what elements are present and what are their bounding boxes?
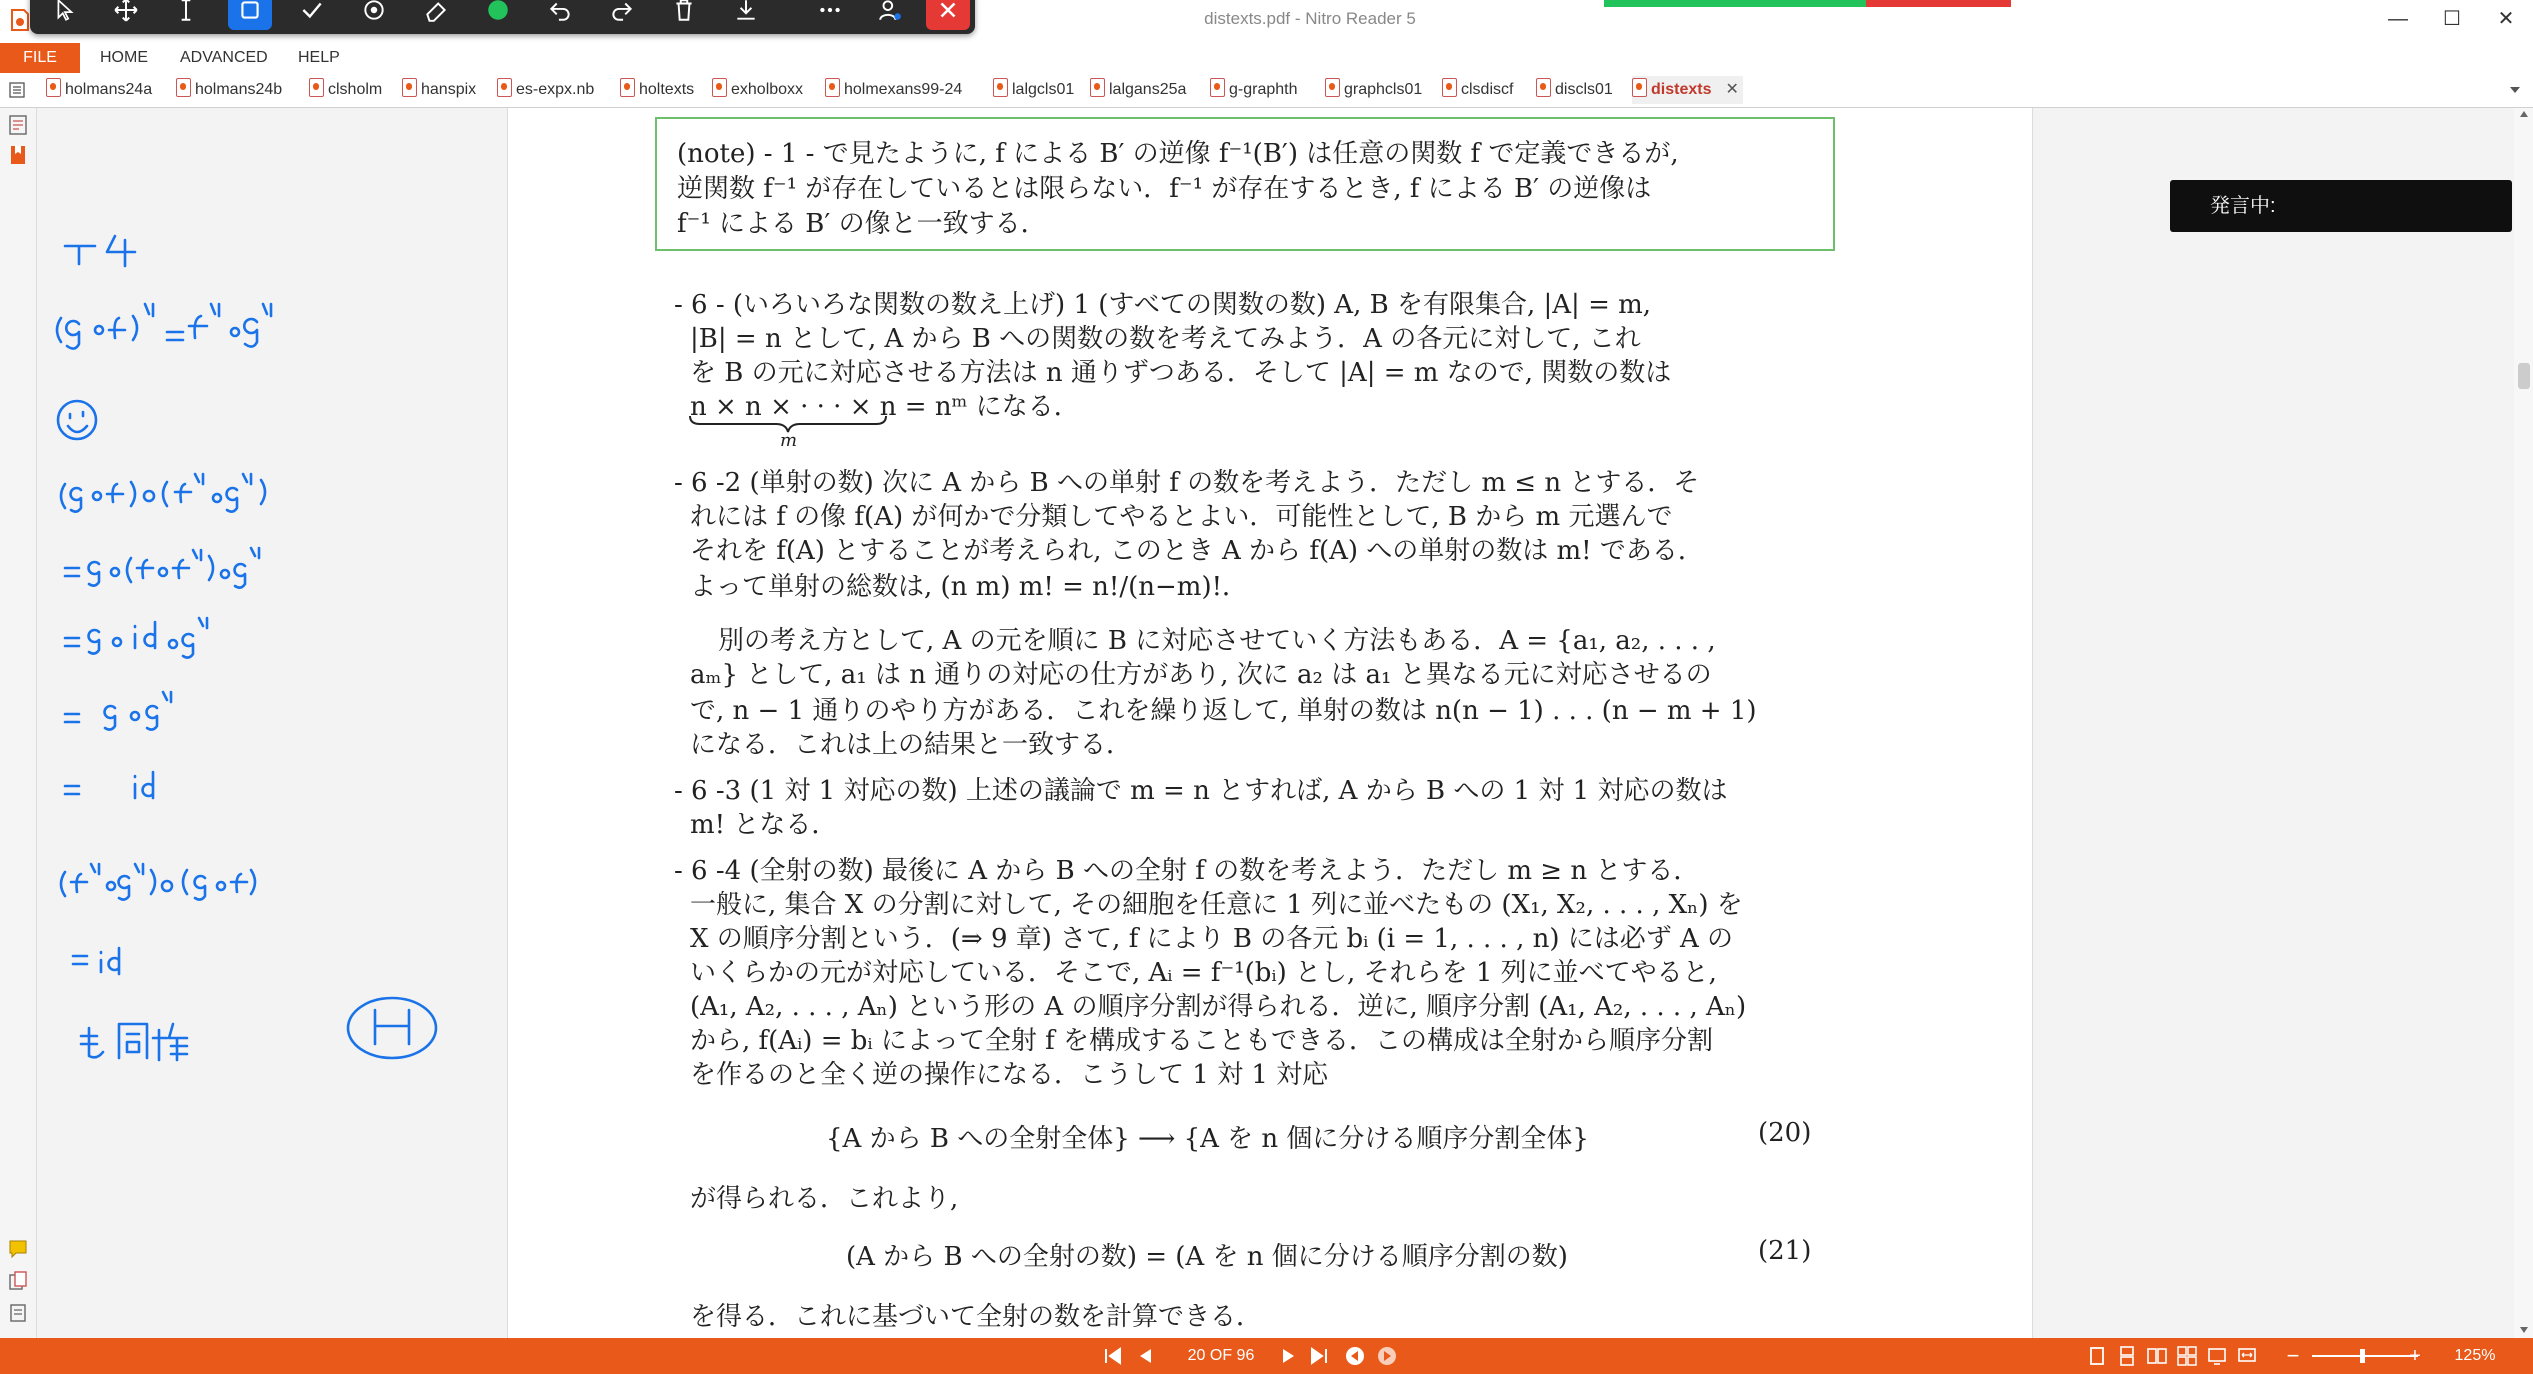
undo-icon[interactable] [538, 0, 582, 30]
paragraph-6-line: を B の元に対応させる方法は n 通りずつある．そして |A| = m なので, 関数の数は [690, 358, 1672, 388]
note-line: 逆関数 f⁻¹ が存在しているとは限らない．f⁻¹ が存在するとき, f による B′ の逆像は [677, 174, 1652, 204]
rectangle-select-icon[interactable] [228, 0, 272, 30]
status-bar [0, 1338, 2533, 1374]
single-page-view-icon[interactable] [2084, 1338, 2110, 1374]
paragraph-6-3-line: m! となる． [690, 810, 838, 840]
scroll-down-icon[interactable] [2518, 1324, 2530, 1336]
annotation-toolbar [30, 0, 975, 34]
maximize-button[interactable]: ☐ [2443, 8, 2461, 30]
pdf-file-icon [993, 78, 1008, 97]
paragraph-6-line: - 6 - (いろいろな関数の数え上げ) 1 (すべての関数の数) A, B を有限集合, |A| = m, [674, 290, 1652, 320]
zoom-level[interactable]: 125% [2454, 1347, 2496, 1364]
paragraph-6-2-line: それを f(A) とすることが考えられ, このとき A から f(A) への単射の数は m! である． [690, 536, 1704, 566]
facing-continuous-view-icon[interactable] [2174, 1338, 2200, 1374]
paragraph-6-2-line: れには f の像 f(A) が何かで分類してやるとよい．可能性として, B から m 元選んで [690, 502, 1673, 532]
window-title: distexts.pdf - Nitro Reader 5 [1204, 9, 1416, 28]
paragraph-6-4-line: - 6 -4 (全射の数) 最後に A から B への全射 f の数を考えよう．ただし m ≥ n とする． [674, 856, 1700, 886]
tab-g-graphth[interactable] [1210, 76, 1298, 104]
tab-label: holmans24a [65, 81, 153, 98]
paragraph-6-2-line: - 6 -2 (単射の数) 次に A から B への単射 f の数を考えよう．ただし m ≤ n とする．そ [674, 468, 1700, 498]
paragraph-6-line: n × n × · · · × n = nᵐ になる． [690, 392, 1080, 422]
scroll-thumb[interactable] [2518, 363, 2530, 389]
last-page-icon[interactable] [1306, 1338, 1332, 1374]
bookmarks-icon[interactable] [7, 144, 29, 166]
tab-clsdiscf[interactable] [1442, 76, 1513, 104]
facing-view-icon[interactable] [2144, 1338, 2170, 1374]
select-arrow-icon[interactable] [44, 0, 88, 30]
stamp-icon[interactable] [352, 0, 396, 30]
zoom-out-icon[interactable]: − [2286, 1343, 2300, 1368]
paragraph-6-4-line: 一般に, 集合 X の分割に対して, その細胞を任意に 1 列に並べたもの (X₁, X₂, . . . , Xₙ) を [690, 890, 1743, 920]
tab-label: discls01 [1555, 81, 1613, 98]
pdf-file-icon [309, 78, 324, 97]
paragraph-6-3-line: - 6 -3 (1 対 1 対応の数) 上述の議論で m = n とすれば, A から B への 1 対 1 対応の数は [674, 776, 1728, 806]
handwritten-ink-annotation[interactable] [37, 108, 507, 1338]
equation-20: {A から B への全射全体} ⟶ {A を n 個に分ける順序分割全体} [826, 1124, 1589, 1154]
paragraph-6-2b-line: で, n − 1 通りのやり方がある．これを繰り返して, 単射の数は n(n − 1) . . . (n − m + 1) [690, 696, 1757, 726]
speech-status-box: 発言中: [2170, 180, 2512, 232]
paragraph-after-20: が得られる．これより, [690, 1184, 959, 1214]
more-icon[interactable] [808, 0, 852, 30]
eraser-icon[interactable] [414, 0, 458, 30]
tab-label: g-graphth [1229, 81, 1298, 98]
paragraph-6-2b-line: になる．これは上の結果と一致する． [690, 730, 1133, 760]
menu-help[interactable]: HELP [298, 49, 340, 66]
pdf-file-icon [1325, 78, 1340, 97]
tab-holmexans99-24[interactable] [825, 76, 962, 104]
paragraph-6-2b-line: aₘ} として, a₁ は n 通りの対応の仕方があり, 次に a₂ は a₁ と異なる元に対応させるの [690, 660, 1712, 690]
tab-lalgcls01[interactable] [993, 76, 1074, 104]
paragraph-6-4-line: (A₁, A₂, . . . , Aₙ) という形の A の順序分割が得られる．逆に, 順序分割 (A₁, A₂, . . . , Aₙ) [690, 992, 1747, 1022]
paragraph-6-2b-line: 別の考え方として, A の元を順に B に対応させていく方法もある．A = {a₁, a₂, . . . , [718, 626, 1716, 656]
pdf-file-icon [1632, 78, 1647, 97]
pdf-file-icon [1442, 78, 1457, 97]
document-tab-bar [0, 73, 2533, 108]
chevron-down-icon[interactable] [2508, 83, 2522, 97]
pdf-file-icon [1210, 78, 1225, 97]
pdf-file-icon [46, 78, 61, 97]
tab-label: holmexans99-24 [844, 81, 963, 98]
tab-label: lalgcls01 [1012, 81, 1075, 98]
pdf-file-icon [712, 78, 727, 97]
tab-distexts[interactable] [1632, 76, 1743, 104]
pdf-file-icon [176, 78, 191, 97]
user-settings-icon[interactable] [868, 0, 912, 30]
menu-file[interactable]: FILE [0, 43, 80, 73]
pdf-file-icon [825, 78, 840, 97]
pdf-file-icon [1090, 78, 1105, 97]
pan-icon[interactable] [104, 0, 148, 30]
download-icon[interactable] [724, 0, 768, 30]
tab-label: lalgans25a [1109, 81, 1187, 98]
red-status-strip [1866, 0, 2011, 7]
continuous-view-icon[interactable] [2114, 1338, 2140, 1374]
tab-graphcls01[interactable] [1325, 76, 1422, 104]
paragraph-6-4-line: X の順序分割という．(⇒ 9 章) さて, f により B の各元 bᵢ (i = 1, . . . , n) には必ず A の [690, 924, 1734, 954]
tab-label: distexts [1651, 81, 1712, 98]
minimize-button[interactable]: — [2388, 8, 2408, 30]
menu-advanced[interactable]: ADVANCED [180, 49, 268, 66]
first-page-icon[interactable] [1100, 1338, 1126, 1374]
nitro-logo-icon [8, 8, 30, 32]
pdf-file-icon [402, 78, 417, 97]
tab-label: holmans24b [195, 81, 283, 98]
paragraph-6-line: |B| = n として, A から B への関数の数を考えてみよう．A の各元に対して, これ [690, 324, 1641, 354]
paragraph-6-2-line: よって単射の総数は, (n m) m! = n!/(n−m)!． [690, 572, 1249, 602]
close-toolbar-icon[interactable] [926, 0, 970, 30]
next-view-icon[interactable] [1374, 1338, 1400, 1374]
tab-label: hanspix [421, 81, 477, 98]
fit-page-icon[interactable] [2204, 1338, 2230, 1374]
page-thumbnails-icon[interactable] [7, 114, 29, 136]
comments-icon[interactable] [7, 1238, 29, 1260]
equation-21: (A から B への全射の数) = (A を n 個に分ける順序分割の数) [846, 1242, 1568, 1272]
paragraph-6-4-line: を作るのと全く逆の操作になる．こうして 1 対 1 対応 [690, 1060, 1329, 1090]
tab-close-icon[interactable]: ✕ [1725, 81, 1739, 98]
document-list-icon[interactable] [8, 81, 26, 99]
tab-es-expx-nb[interactable] [497, 76, 594, 104]
previous-view-icon[interactable] [1342, 1338, 1368, 1374]
note-line: f⁻¹ による B′ の像と一致する． [677, 209, 1047, 239]
next-page-icon[interactable] [1276, 1338, 1302, 1374]
tab-exholboxx[interactable] [712, 76, 803, 104]
tab-label: es-expx.nb [516, 81, 595, 98]
tab-holtexts[interactable] [620, 76, 694, 104]
note-box [655, 117, 1835, 251]
scroll-up-icon[interactable] [2518, 108, 2530, 120]
paragraph-after-21: を得る．これに基づいて全射の数を計算できる． [690, 1302, 1263, 1332]
tab-discls01[interactable] [1536, 76, 1613, 104]
page-indicator[interactable]: 20 OF 96 [1187, 1347, 1255, 1364]
equation-21-number: (21) [1758, 1236, 1812, 1266]
pdf-file-icon [620, 78, 635, 97]
previous-page-icon[interactable] [1132, 1338, 1158, 1374]
menu-bar [0, 43, 2533, 73]
layers-icon[interactable] [7, 1302, 29, 1324]
green-dot-icon[interactable] [476, 0, 520, 30]
tab-holmans24a[interactable] [46, 76, 152, 104]
tab-holmans24b[interactable] [176, 76, 282, 104]
tab-clsholm[interactable] [309, 76, 382, 104]
underbrace-label: m [780, 430, 798, 451]
tab-label: holtexts [639, 81, 695, 98]
pdf-file-icon [1536, 78, 1551, 97]
attachments-icon[interactable] [7, 1270, 29, 1292]
left-panel-strip [0, 108, 37, 1338]
equation-20-number: (20) [1758, 1118, 1812, 1148]
tab-hanspix[interactable] [402, 76, 476, 104]
note-line: (note) - 1 - で見たように, f による B′ の逆像 f⁻¹(B′) は任意の関数 f で定義できるが, [677, 139, 1679, 169]
paragraph-6-4-line: いくらかの元が対応している．そこで, Aᵢ = f⁻¹(bᵢ) とし, それらを 1 列に並べてやると, [690, 958, 1717, 988]
check-icon[interactable] [290, 0, 334, 30]
redo-icon[interactable] [600, 0, 644, 30]
tab-label: exholboxx [731, 81, 804, 98]
pdf-file-icon [497, 78, 512, 97]
tab-label: graphcls01 [1344, 81, 1423, 98]
vertical-scrollbar[interactable] [2514, 108, 2533, 1338]
close-window-button[interactable]: ✕ [2497, 8, 2515, 30]
text-cursor-icon[interactable] [164, 0, 208, 30]
tab-lalgans25a[interactable] [1090, 76, 1186, 104]
paragraph-6-4-line: から, f(Aᵢ) = bᵢ によって全射 f を構成することもできる．この構成は全射から順序分割 [690, 1026, 1714, 1056]
tab-label: clsdiscf [1461, 81, 1514, 98]
menu-home[interactable]: HOME [100, 49, 148, 66]
green-status-strip [1604, 0, 1866, 7]
tab-label: clsholm [328, 81, 383, 98]
zoom-in-icon[interactable]: + [2409, 1344, 2421, 1367]
fit-width-icon[interactable] [2234, 1338, 2260, 1374]
trash-icon[interactable] [662, 0, 706, 30]
